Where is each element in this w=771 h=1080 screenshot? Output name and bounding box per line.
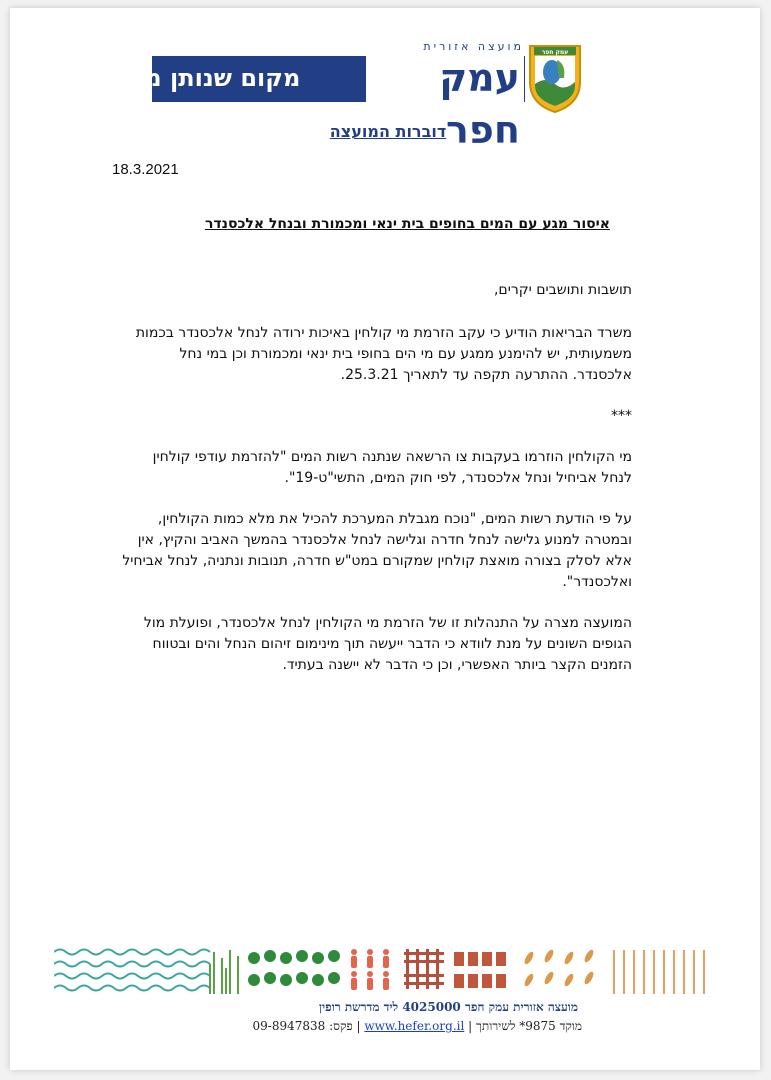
trees-icon bbox=[248, 950, 340, 986]
fence-icon bbox=[404, 949, 444, 989]
footer-fax: | פקס: 09-8947838 bbox=[252, 1019, 361, 1033]
waves-icon bbox=[54, 950, 210, 991]
books-icon bbox=[454, 952, 506, 988]
council-name: עמק חפר bbox=[366, 52, 524, 104]
website-link[interactable]: www.hefer.org.il bbox=[364, 1019, 465, 1033]
letter-date: 18.3.2021 bbox=[112, 161, 179, 178]
council-logo-icon bbox=[526, 38, 584, 114]
footer-decoration bbox=[54, 944, 714, 996]
paragraph-1: משרד הבריאות הודיע כי עקב הזרמת מי קולחין באיכות ירודה לנחל אלכסנדר בכמות משמעותית, יש להימנע ממגע עם מי הים בחופי בית ינאי ומכמורת וכן במי נחל אלכסנדר. ההתרעה תקפה עד לתאריך 25.3.21. bbox=[135, 325, 632, 383]
wheat-icon bbox=[523, 948, 595, 987]
paragraph-separator: *** bbox=[611, 408, 632, 424]
paragraph-2: מי הקולחין הוזרמו בעקבות צו הרשאה שנתנה רשות המים "להזרמת עודפי קולחין לנחל אביחיל ונחל אלכסנדר, לפי חוק המים, התשי"ט-19". bbox=[152, 449, 632, 486]
letter-body bbox=[118, 280, 632, 696]
people-icon bbox=[351, 949, 389, 990]
section-title: דוברות המועצה bbox=[329, 122, 447, 141]
reeds-icon bbox=[210, 950, 238, 994]
paragraph-4: המועצה מצרה על התנהלות זו של הזרמת מי הקולחין לנחל אלכסנדר, ופועלת מול הגופים השונים על מנת לוודא כי הדבר ייעשה תוך מינימום זיהום הנחל והים ובטווח הזמנים הקצר ביותר האפשרי, וכן כי הדבר לא יישנה בעתיד. bbox=[143, 615, 632, 673]
footer-contact bbox=[196, 1019, 582, 1039]
slogan: מקום שנותן מקום bbox=[101, 64, 301, 92]
letter-subject: איסור מגע עם המים בחופים בית ינאי ומכמורת ובנחל אלכסנדר bbox=[204, 216, 610, 232]
council-label: מועצה אזורית bbox=[423, 40, 524, 53]
greeting: תושבות ותושבים יקרים, bbox=[493, 282, 632, 298]
logo-text: עמק חפר bbox=[541, 49, 569, 56]
footer-call-center: מוקד 9875* לשירותך | bbox=[468, 1019, 582, 1033]
crops-icon bbox=[614, 950, 704, 994]
paragraph-3: על פי הודעת רשות המים, "נוכח מגבלת המערכת להכיל את מלא כמות הקולחין, ובמטרה למנוע גלישה לנחל חדרה וגלישה לנחל אלכסנדר בהמשך האביב והקיץ, אין אלא לסלק בצורה מואצת קולחין שמקורם במט"ש חדרה, תנובות ונתניה, לנחל אביחיל ואלכסנדר". bbox=[122, 511, 632, 590]
footer-address: מועצה אזורית עמק חפר 4025000 ליד מדרשת רופין bbox=[318, 1000, 578, 1014]
